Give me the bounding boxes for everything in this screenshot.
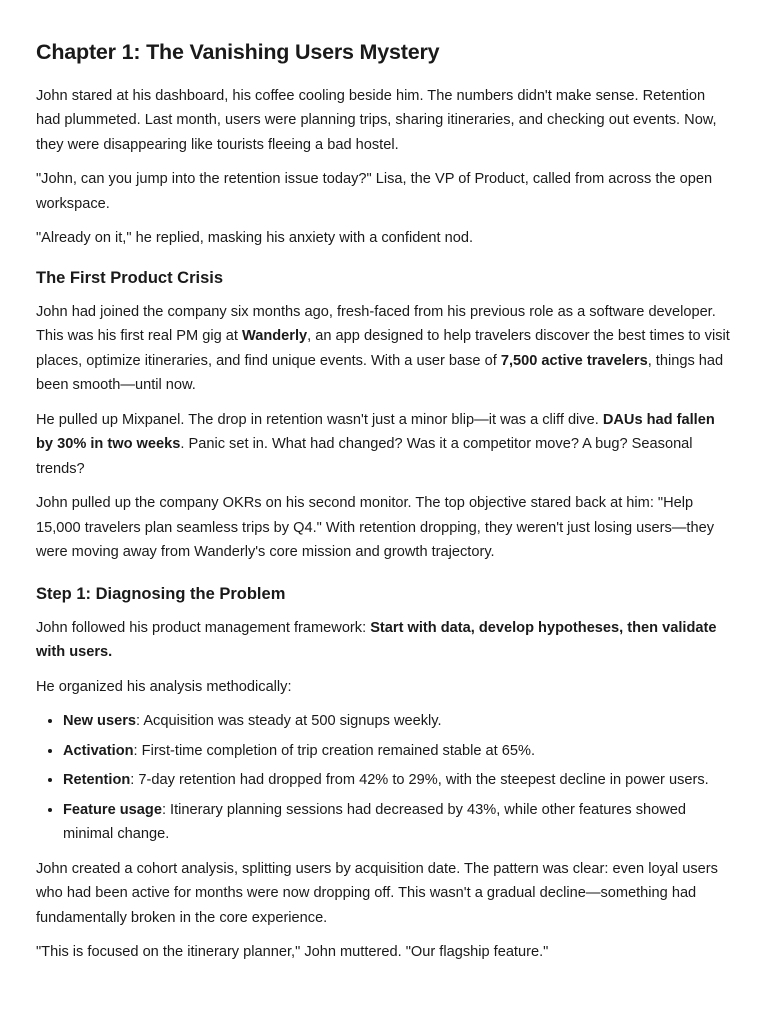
paragraph-5 (36, 408, 732, 482)
paragraph-2: "John, can you jump into the retention issue today?" Lisa, the VP of Product, called from across the open workspace. (36, 171, 713, 212)
section-heading-first-product-crisis: The First Product Crisis (36, 268, 224, 287)
paragraph-7-text-1: John followed his product management framework: (36, 619, 371, 636)
paragraph-4-text-1: John had joined the company six months ago, fresh-faced from his previous role as a software developer. This was his first real PM gig at (36, 303, 716, 345)
paragraph-8: He organized his analysis methodically: (36, 678, 292, 695)
paragraph-10: "This is focused on the itinerary planner," John muttered. "Our flagship feature." (36, 944, 549, 961)
list-item (63, 798, 732, 847)
list-item-label: New users (63, 713, 137, 730)
section-heading-diagnosing: Step 1: Diagnosing the Problem (36, 584, 286, 603)
paragraph-5-bold-1: DAUs had fallen by 30% in two weeks (36, 411, 715, 453)
list-item (63, 768, 732, 793)
list-item-label: Feature usage (63, 801, 162, 818)
analysis-list (36, 709, 732, 847)
list-item (63, 739, 732, 764)
list-item-text: : 7-day retention had dropped from 42% to 29%, with the steepest decline in power users. (130, 772, 709, 789)
list-item-text: : Itinerary planning sessions had decreased by 43%, while other features showed minimal change. (63, 801, 687, 843)
list-item-label: Retention (63, 772, 131, 789)
paragraph-5-text-1: He pulled up Mixpanel. The drop in retention wasn't just a minor blip—it was a cliff dive. (36, 411, 603, 428)
chapter-title: Chapter 1: The Vanishing Users Mystery (36, 40, 440, 64)
paragraph-7-bold-1: Start with data, develop hypotheses, then validate with users. (36, 619, 717, 661)
paragraph-9: John created a cohort analysis, splitting users by acquisition date. The pattern was clear: even loyal users who had been active for months were now dropping off. This wasn't a gradual decline—something had fundamentally broken in the core experience. (36, 860, 718, 926)
paragraph-7 (36, 616, 732, 665)
list-item-text: : First-time completion of trip creation remained stable at 65%. (133, 742, 536, 759)
paragraph-3: "Already on it," he replied, masking his anxiety with a confident nod. (36, 230, 474, 247)
paragraph-4-text-2: , an app designed to help travelers discover the best times to visit places, optimize itineraries, and find unique events. With a user base of (36, 328, 730, 369)
paragraph-6: John pulled up the company OKRs on his second monitor. The top objective stared back at him: "Help 15,000 travelers plan seamless trips by Q4." With retention dropping, they weren't just losing users—they were moving away from Wanderly's core mission and growth trajectory. (36, 495, 714, 561)
paragraph-4-text-3: , things had been smooth—until now. (36, 352, 724, 394)
list-item-label: Activation (63, 742, 134, 759)
list-item (63, 709, 732, 734)
paragraph-1: John stared at his dashboard, his coffee cooling beside him. The numbers didn't make sense. Retention had plummeted. Last month, users were planning trips, sharing itineraries, and checking out events. Now, they were disappearing like tourists fleeing a bad hostel. (36, 87, 717, 153)
paragraph-4 (36, 300, 732, 398)
list-item-text: : Acquisition was steady at 500 signups weekly. (136, 713, 442, 730)
paragraph-5-text-2: . Panic set in. What had changed? Was it a competitor move? A bug? Seasonal trends? (36, 436, 693, 477)
paragraph-4-bold-1: Wanderly (242, 328, 308, 345)
paragraph-4-bold-2: 7,500 active travelers (500, 352, 648, 369)
